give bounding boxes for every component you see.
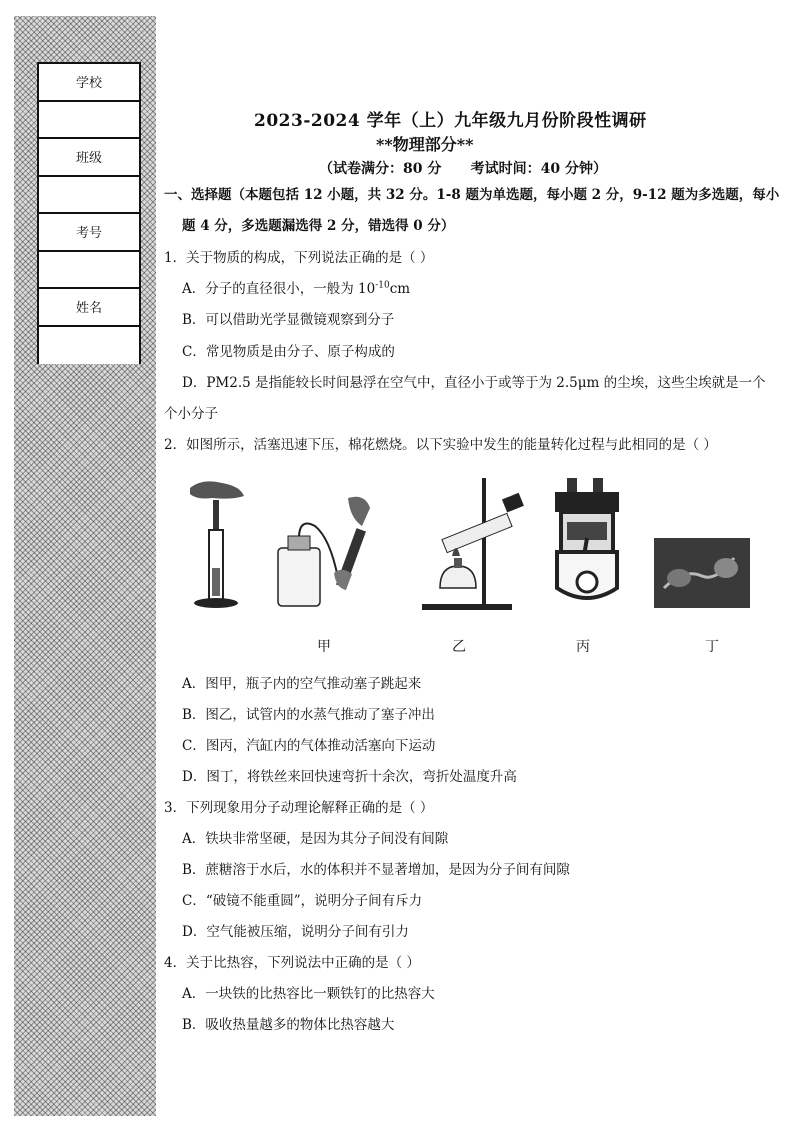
q3-option-b: B．蔗糖溶于水后，水的体积并不显著增加，是因为分子间有间隙 [182, 862, 570, 878]
figure-label-bing: 丙 [576, 639, 590, 655]
bottle-pump-figure [270, 478, 380, 613]
q3-option-c: C．“破镜不能重圆”，说明分子间有斥力 [182, 893, 423, 909]
q3-option-d: D．空气能被压缩，说明分子间有引力 [182, 924, 409, 940]
q2-option-b: B．图乙，试管内的水蒸气推动了塞子冲出 [182, 707, 435, 723]
figure-label-jia: 甲 [317, 639, 331, 655]
q2-option-c: C．图丙，汽缸内的气体推动活塞向下运动 [182, 738, 436, 754]
q3-option-a: A．铁块非常坚硬，是因为其分子间没有间隙 [182, 831, 449, 847]
class-field[interactable] [39, 177, 139, 215]
q1-stem: 1．关于物质的构成，下列说法正确的是（ ） [164, 250, 434, 266]
q1-option-d: D．PM2.5 是指能较长时间悬浮在空气中，直径小于或等于为 2.5μm 的尘埃，这些尘埃就是一个 [182, 375, 766, 391]
page-subtitle: **物理部分** [376, 135, 474, 154]
figure-label-yi: 乙 [452, 639, 466, 655]
q4-option-b: B．吸收热量越多的物体比热容越大 [182, 1017, 395, 1033]
section-intro-line2: 题 4 分，多选题漏选得 2 分，错选得 0 分） [182, 218, 455, 234]
student-info-box [37, 62, 141, 364]
section-intro-line1: 一、选择题（本题包括 12 小题，共 32 分。1-8 题为单选题，每小题 2 分，9-12 题为多选题，每小 [164, 187, 780, 203]
q2-option-d: D．图丁，将铁丝来回快速弯折十余次，弯折处温度升高 [182, 769, 517, 785]
page-title: 2023-2024 学年（上）九年级九月份阶段性调研 [254, 111, 647, 131]
q1-a-text: A．分子的直径很小，一般为 10 [182, 281, 376, 297]
q4-option-a: A．一块铁的比热容比一颗铁钉的比热容大 [182, 986, 435, 1002]
name-field[interactable] [39, 327, 139, 365]
exam-number-label: 考号 [39, 214, 139, 252]
figure-label-ding: 丁 [705, 639, 719, 655]
q2-stem: 2．如图所示，活塞迅速下压，棉花燃烧。以下实验中发生的能量转化过程与此相同的是（ ） [164, 437, 717, 453]
school-field[interactable] [39, 102, 139, 140]
q1-a-exponent: -10 [375, 280, 390, 291]
fire-syringe-figure [182, 478, 252, 613]
class-label: 班级 [39, 139, 139, 177]
exam-meta: （试卷满分：80 分 考试时间：40 分钟） [319, 161, 607, 177]
test-tube-heating-figure [412, 478, 532, 613]
name-label: 姓名 [39, 289, 139, 327]
q2-figures [182, 478, 742, 618]
q3-stem: 3．下列现象用分子动理论解释正确的是（ ） [164, 800, 434, 816]
q1-option-a [182, 277, 410, 297]
bending-wire-figure [654, 538, 750, 608]
school-label: 学校 [39, 64, 139, 102]
q4-stem: 4．关于比热容，下列说法中正确的是（ ） [164, 955, 420, 971]
q1-option-d-cont: 个小分子 [164, 406, 218, 422]
q1-a-unit: cm [389, 281, 411, 297]
q1-option-b: B．可以借助光学显微镜观察到分子 [182, 312, 395, 328]
q2-option-a: A．图甲，瓶子内的空气推动塞子跳起来 [182, 676, 422, 692]
q1-option-c: C．常见物质是由分子、原子构成的 [182, 344, 395, 360]
exam-number-field[interactable] [39, 252, 139, 290]
engine-cylinder-figure [547, 478, 627, 613]
